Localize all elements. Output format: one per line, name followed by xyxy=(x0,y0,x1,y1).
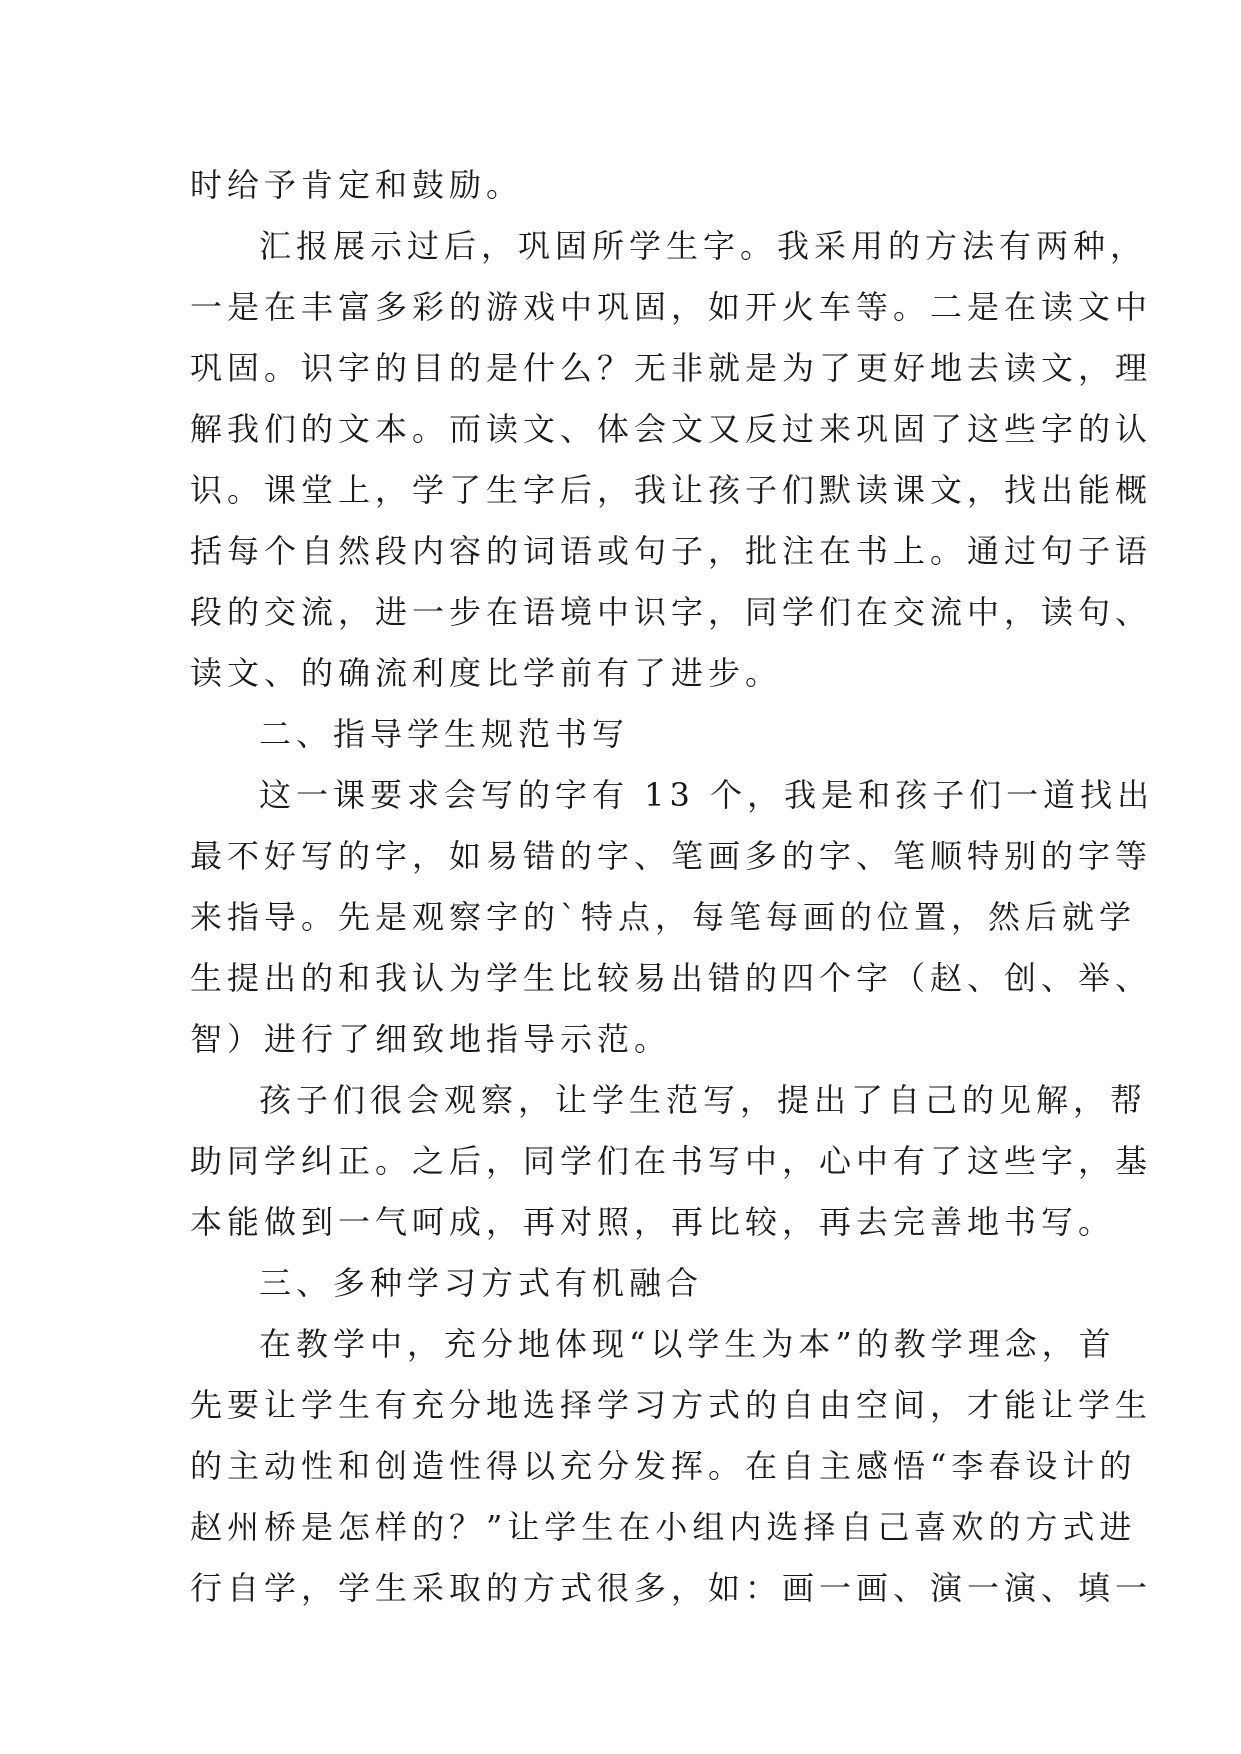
text-line: 段的交流，进一步在语境中识字，同学们在交流中，读句、 xyxy=(190,593,1153,631)
text-line: 本能做到一气呵成，再对照，再比较，再去完善地书写。 xyxy=(190,1203,1116,1241)
text-line: 一是在丰富多彩的游戏中巩固，如开火车等。二是在读文中 xyxy=(190,288,1153,326)
text-line: 识。课堂上，学了生字后，我让孩子们默读课文，找出能概 xyxy=(190,471,1153,509)
text-line: 先要让学生有充分地选择学习方式的自由空间，才能让学生 xyxy=(190,1386,1153,1424)
text-line: 的主动性和创造性得以充分发挥。在自主感悟“李春设计的 xyxy=(190,1447,1137,1485)
paragraph-start-line: 这一课要求会写的字有 13 个，我是和孩子们一道找出 xyxy=(259,776,1155,814)
section-heading: 二、指导学生规范书写 xyxy=(259,715,630,753)
text-line: 智）进行了细致地指导示范。 xyxy=(190,1020,672,1058)
text-line: 括每个自然段内容的词语或句子，批注在书上。通过句子语 xyxy=(190,532,1153,570)
text-line: 巩固。识字的目的是什么？无非就是为了更好地去读文，理 xyxy=(190,349,1153,387)
text-line: 行自学，学生采取的方式很多，如：画一画、演一演、填一 xyxy=(190,1569,1153,1607)
text-line: 解我们的文本。而读文、体会文又反过来巩固了这些字的认 xyxy=(190,410,1153,448)
paragraph-start-line: 汇报展示过后，巩固所学生字。我采用的方法有两种， xyxy=(259,227,1148,265)
text-line: 助同学纠正。之后，同学们在书写中，心中有了这些字，基 xyxy=(190,1142,1153,1180)
paragraph-start-line: 在教学中，充分地体现“以学生为本”的教学理念，首 xyxy=(259,1325,1116,1363)
paragraph-start-line: 孩子们很会观察，让学生范写，提出了自己的见解，帮 xyxy=(259,1081,1148,1119)
section-heading: 三、多种学习方式有机融合 xyxy=(259,1264,704,1302)
text-line: 最不好写的字，如易错的字、笔画多的字、笔顺特别的字等 xyxy=(190,837,1153,875)
text-line: 来指导。先是观察字的`特点，每笔每画的位置，然后就学 xyxy=(190,898,1137,936)
text-line: 时给予肯定和鼓励。 xyxy=(190,166,524,204)
text-line: 赵州桥是怎样的？”让学生在小组内选择自己喜欢的方式进 xyxy=(190,1508,1137,1546)
text-line: 生提出的和我认为学生比较易出错的四个字（赵、创、举、 xyxy=(190,959,1153,997)
text-line: 读文、的确流利度比学前有了进步。 xyxy=(190,654,783,692)
document-page xyxy=(190,155,1155,1619)
